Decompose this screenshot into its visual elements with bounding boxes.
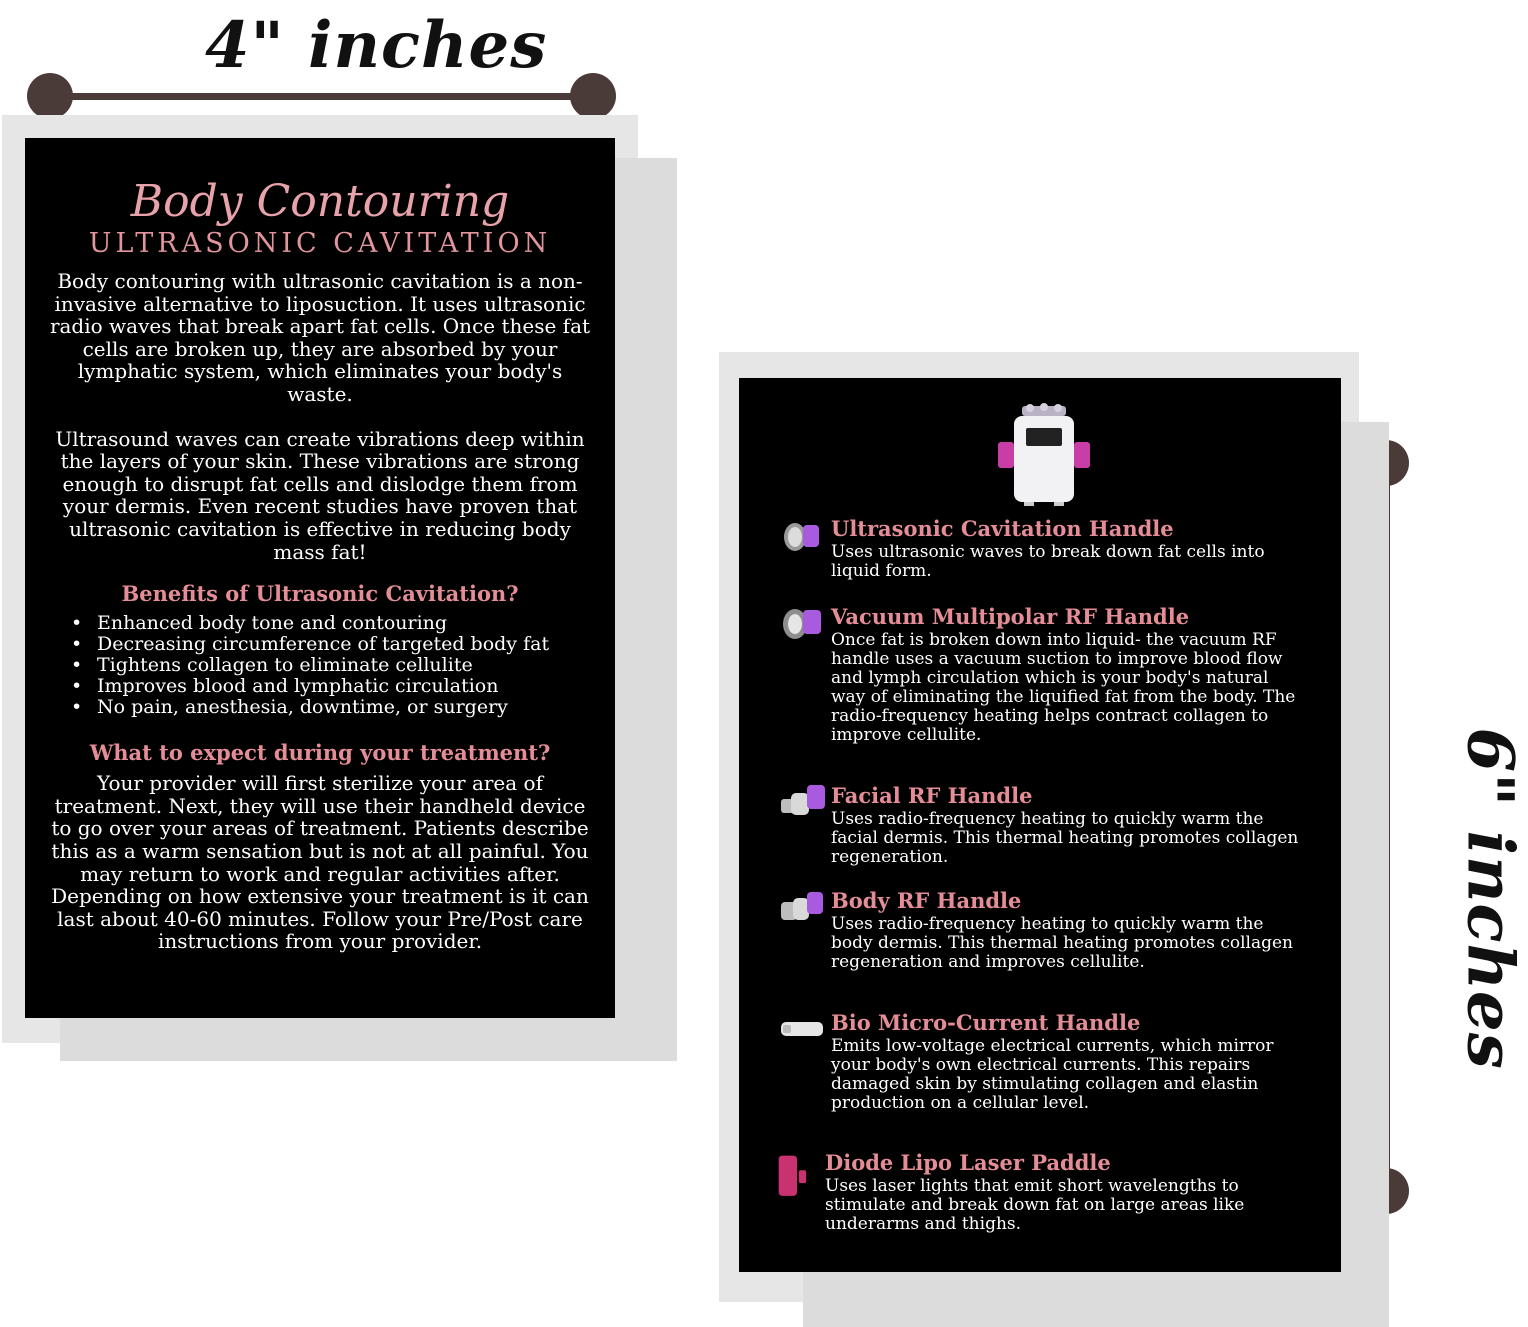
width-bar-right-dot [570, 73, 616, 119]
handle-title: Bio Micro-Current Handle [831, 1010, 1141, 1035]
height-dimension-label: 6" inches [1452, 727, 1528, 1070]
cavitation-handle-icon [779, 516, 827, 554]
handle-description: Uses radio-frequency heating to quickly warm the facial dermis. This thermal heating promotes collagen regeneration. [831, 809, 1299, 867]
handles-card [739, 378, 1341, 1272]
body-contouring-card [25, 138, 615, 1018]
handle-description: Uses radio-frequency heating to quickly warm the body dermis. This thermal heating promotes collagen regeneration and improves cellulite. [831, 914, 1294, 972]
handle-description: Emits low-voltage electrical currents, which mirror your body's own electrical currents. This repairs damaged skin by stimulating collagen and elastin production on a cellular level. [831, 1036, 1274, 1113]
micro-current-handle-icon [779, 1010, 827, 1048]
benefits-list [47, 613, 593, 718]
handle-title: Facial RF Handle [831, 783, 1033, 808]
expect-heading: What to expect during your treatment? [89, 740, 551, 766]
handle-body-rf [779, 888, 1299, 998]
handle-title: Diode Lipo Laser Paddle [825, 1150, 1111, 1175]
list-item: • Improves blood and lymphatic circulation [97, 676, 593, 697]
handle-facial-rf [779, 783, 1299, 873]
list-item: • Tightens collagen to eliminate cellulite [97, 655, 593, 676]
body-rf-handle-icon [779, 888, 827, 926]
card-script-title: Body Contouring [130, 176, 510, 227]
handle-description: Uses ultrasonic waves to break down fat cells into liquid form. [831, 542, 1265, 581]
cavitation-machine-icon [994, 402, 1094, 508]
laser-paddle-icon [775, 1150, 819, 1196]
handle-description: Uses laser lights that emit short wavelengths to stimulate and break down fat on large areas like underarms and thighs. [825, 1176, 1245, 1234]
handle-title: Ultrasonic Cavitation Handle [831, 516, 1174, 541]
intro-paragraph: Body contouring with ultrasonic cavitation is a non-invasive alternative to liposuction. It uses ultrasonic radio waves that break apart fat cells. Once these fat cells are broken up, they are absorbed by your lymphatic system, which eliminates your body's waste. [49, 269, 591, 406]
facial-rf-handle-icon [779, 783, 827, 821]
handle-vacuum-multipolar-rf [779, 604, 1299, 764]
handle-diode-lipo-laser [785, 1150, 1305, 1250]
list-item: • Enhanced body tone and contouring [97, 613, 593, 634]
list-item: • No pain, anesthesia, downtime, or surgery [97, 697, 593, 718]
width-dimension-bar [48, 93, 594, 100]
list-item: • Decreasing circumference of targeted body fat [97, 634, 593, 655]
width-bar-left-dot [27, 73, 73, 119]
expect-paragraph: Your provider will first sterilize your area of treatment. Next, they will use their handheld device to go over your areas of treatment. Patients describe this as a warm sensation but is not at all painful. You may return to work and regular activities after. Depending on how extensive your treatment is it can last about 40-60 minutes. Follow your Pre/Post care instructions from your provider. [51, 771, 589, 954]
handle-bio-micro-current [779, 1010, 1299, 1140]
handle-ultrasonic-cavitation [779, 516, 1299, 586]
card-caps-title: ULTRASONIC CAVITATION [88, 228, 552, 259]
handle-title: Body RF Handle [831, 888, 1022, 913]
vacuum-rf-handle-icon [779, 604, 827, 642]
handle-title: Vacuum Multipolar RF Handle [831, 604, 1190, 629]
width-dimension-label: 4" inches [205, 8, 548, 83]
vibrations-paragraph: Ultrasound waves can create vibrations deep within the layers of your skin. These vibrations are strong enough to disrupt fat cells and dislodge them from your dermis. Even recent studies have proven that ultrasonic cavitation is effective in reducing body mass fat! [55, 426, 585, 564]
handle-description: Once fat is broken down into liquid- the vacuum RF handle uses a vacuum suction to improve blood flow and lymph circulation which is your body's natural way of eliminating the liquified fat from the body. The radio-frequency heating helps contract collagen to improve cellulite. [831, 630, 1296, 745]
benefits-heading: Benefits of Ultrasonic Cavitation? [121, 581, 519, 607]
